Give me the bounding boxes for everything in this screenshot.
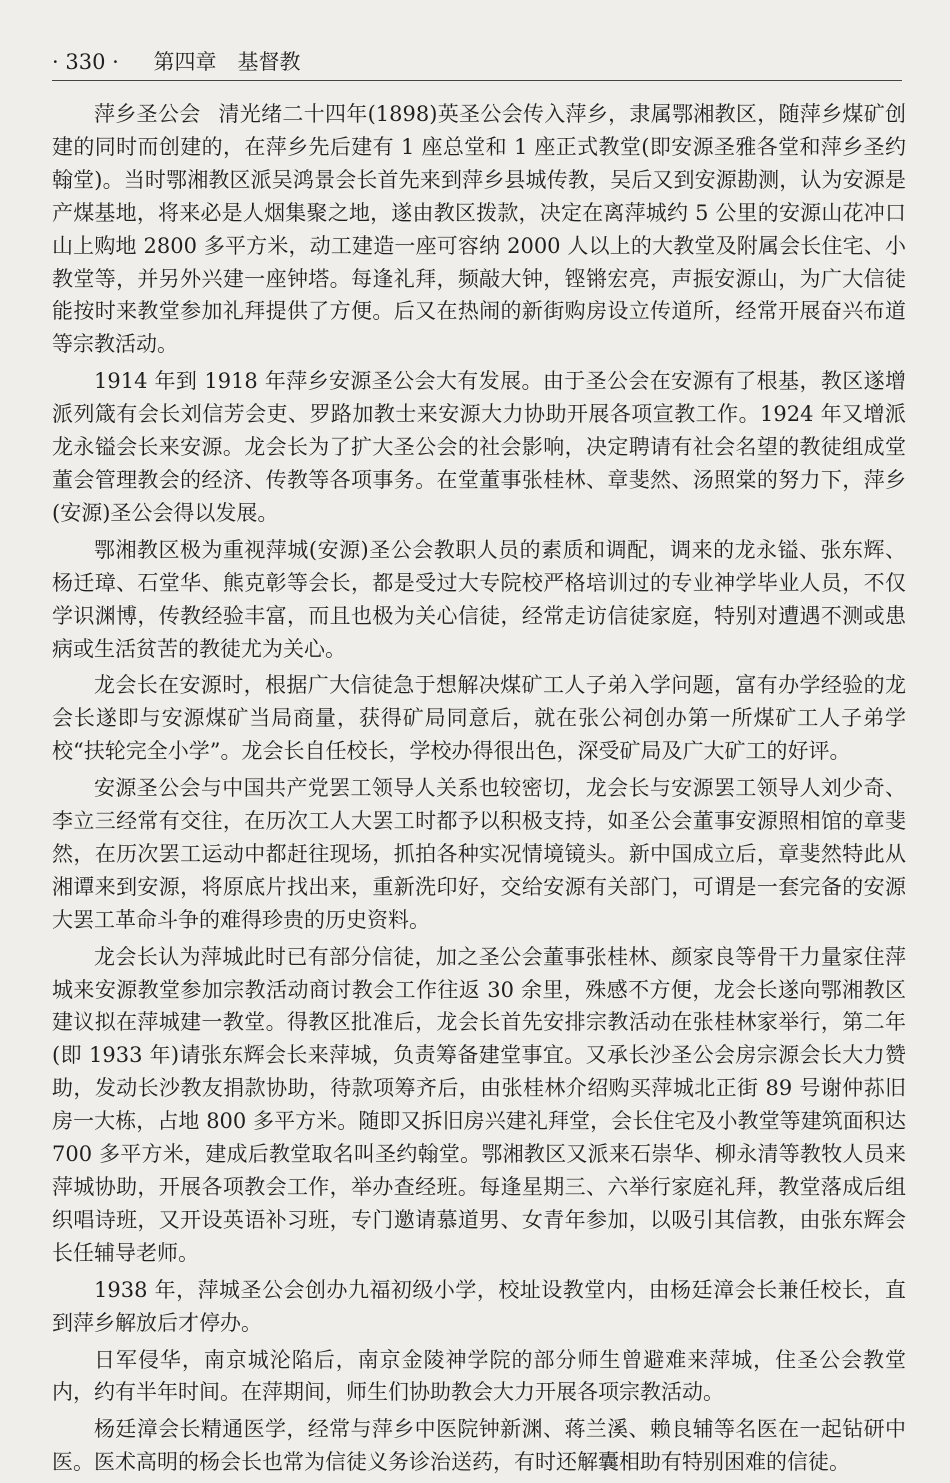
- paragraph-text: 清光绪二十四年(1898)英圣公会传入萍乡，隶属鄂湘教区，随萍乡煤矿创建的同时而创建的，在萍乡先后建有 1 座总堂和 1 座正式教堂(即安源圣雅各堂和萍乡圣约翰堂)。当时鄂湘教区派吴鸿景会长首先来到萍乡县城传教，吴后又到安源勘测，认为安源是产煤基地，将来必是人烟集聚之地，遂由教区拨款，决定在离萍城约 5 公里的安源山花冲口山上购地 2800 多平方米，动工建造一座可容纳 2000 人以上的大教堂及附属会长住宅、小教堂等，并另外兴建一座钟塔。每逢礼拜，频敲大钟，铿锵宏亮，声振安源山，为广大信徒能按时来教堂参加礼拜提供了方便。后又在热闹的新街购房设立传道所，经常开展奋兴布道等宗教活动。: [52, 102, 907, 357]
- paragraph: 日军侵华，南京城沦陷后，南京金陵神学院的部分师生曾避难来萍城，住圣公会教堂内，约有半年时间。在萍期间，师生们协助教会大力开展各项宗教活动。: [52, 1347, 906, 1405]
- paragraph: [52, 98, 906, 361]
- section-heading: 萍乡圣公会: [94, 102, 201, 126]
- paragraph: 龙会长在安源时，根据广大信徒急于想解决煤矿工人子弟入学问题，富有办学经验的龙会长遂即与安源煤矿当局商量，获得矿局同意后，就在张公祠创办第一所煤矿工人子弟学校“扶轮完全小学”。龙会长自任校长，学校办得很出色，深受矿局及广大矿工的好评。: [52, 673, 906, 764]
- paragraph: 1938 年，萍城圣公会创办九福初级小学，校址设教堂内，由杨廷漳会长兼任校长，直到萍乡解放后才停办。: [52, 1277, 906, 1335]
- chapter-title: 第四章 基督教: [153, 50, 301, 74]
- page-number: · 330 ·: [52, 50, 119, 74]
- paragraph: 杨廷漳会长精通医学，经常与萍乡中医院钟新渊、蒋兰溪、赖良辅等名医在一起钻研中医。医术高明的杨会长也常为信徒义务诊治送药，有时还解囊相助有特别困难的信徒。: [52, 1417, 906, 1475]
- paragraph: 1914 年到 1918 年萍乡安源圣公会大有发展。由于圣公会在安源有了根基，教区遂增派列箴有会长刘信芳会吏、罗路加教士来安源大力协助开展各项宣教工作。1924 年又增派龙永镒会长来安源。龙会长为了扩大圣公会的社会影响，决定聘请有社会名望的教徒组成堂董会管理教会的经济、传教等各项事务。在堂董事张桂林、章斐然、汤照棠的努力下，萍乡(安源)圣公会得以发展。: [52, 369, 906, 525]
- body-text: [52, 98, 906, 1483]
- paragraph: 安源圣公会与中国共产党罢工领导人关系也较密切，龙会长与安源罢工领导人刘少奇、李立三经常有交往，在历次工人大罢工时都予以积极支持，如圣公会董事安源照相馆的章斐然，在历次罢工运动中都赶往现场，抓拍各种实况情境镜头。新中国成立后，章斐然特此从湘谭来到安源，将原底片找出来，重新洗印好，交给安源有关部门，可谓是一套完备的安源大罢工革命斗争的难得珍贵的历史资料。: [52, 776, 906, 932]
- page-header: [52, 44, 902, 81]
- paragraph: 鄂湘教区极为重视萍城(安源)圣公会教职人员的素质和调配，调来的龙永镒、张东辉、杨迁璋、石堂华、熊克彰等会长，都是受过大专院校严格培训过的专业神学毕业人员，不仅学识渊博，传教经验丰富，而且也极为关心信徒，经常走访信徒家庭，特别对遭遇不测或患病或生活贫苦的教徒尤为关心。: [52, 537, 906, 661]
- paragraph: 龙会长认为萍城此时已有部分信徒，加之圣公会董事张桂林、颜家良等骨干力量家住萍城来安源教堂参加宗教活动商讨教会工作往返 30 余里，殊感不方便，龙会长遂向鄂湘教区建议拟在萍城建一教堂。得教区批准后，龙会长首先安排宗教活动在张桂林家举行，第二年(即 1933 年)请张东辉会长来萍城，负责筹备建堂事宜。又承长沙圣公会房宗源会长大力赞助，发动长沙教友捐款协助，待款项筹齐后，由张桂林介绍购买萍城北正街 89 号谢仲荪旧房一大栋，占地 800 多平方米。随即又拆旧房兴建礼拜堂，会长住宅及小教堂等建筑面积达 700 多平方米，建成后教堂取名叫圣约翰堂。鄂湘教区又派来石崇华、柳永清等教牧人员来萍城协助，开展各项教会工作，举办查经班。每逢星期三、六举行家庭礼拜，教堂落成后组织唱诗班，又开设英语补习班，专门邀请慕道男、女青年参加，以吸引其信教，由张东辉会长任辅导老师。: [52, 944, 906, 1265]
